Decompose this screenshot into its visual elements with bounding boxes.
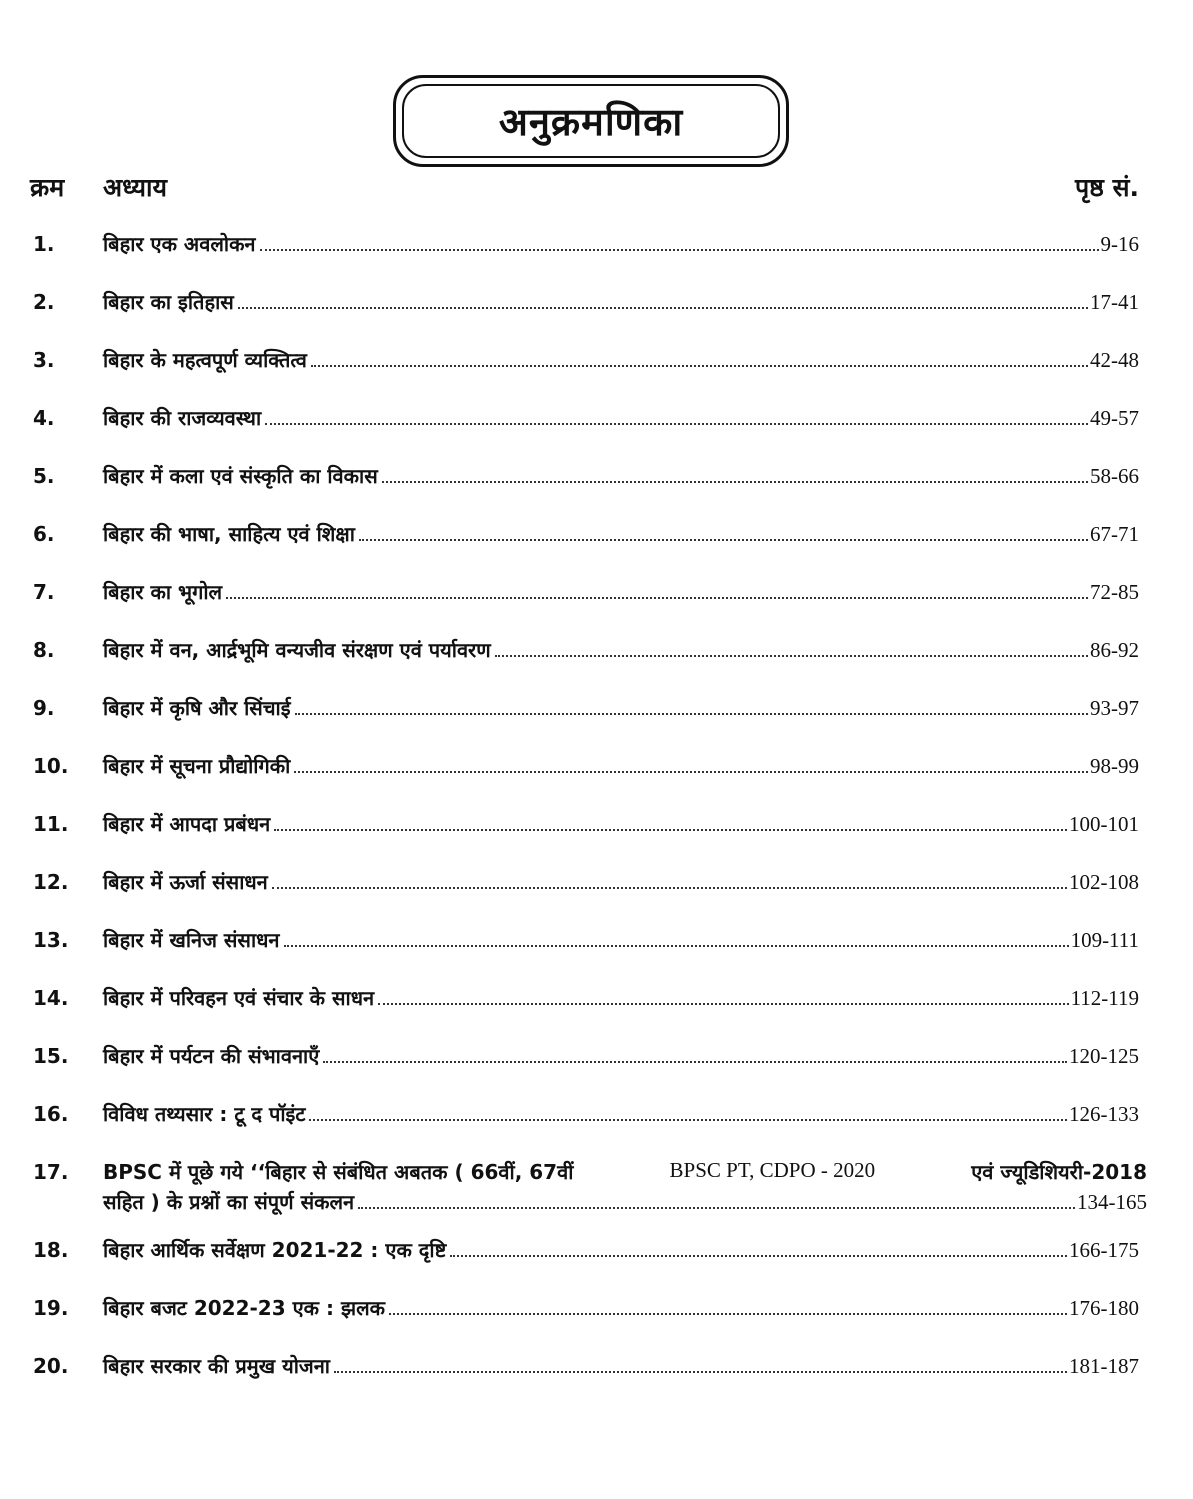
entry-number: 11. [33,812,69,836]
leader-dots [311,364,1088,367]
leader-dots [226,596,1088,599]
entry-pages: 102-108 [1069,870,1139,894]
entry-pages: 72-85 [1090,580,1139,604]
entry-title: बिहार में परिवहन एवं संचार के साधन [103,986,375,1010]
entry-pages: 176-180 [1069,1296,1139,1320]
entry-number: 17. [33,1160,69,1184]
entry-pages: 9-16 [1100,232,1139,256]
entry-number: 12. [33,870,69,894]
entry-title: बिहार के महत्वपूर्ण व्यक्तित्व [103,348,307,372]
entry-number: 1. [33,232,55,256]
leader-dots [260,248,1099,251]
entry-title-part-b: BPSC PT, CDPO - 2020 [669,1158,876,1182]
leader-dots [274,828,1067,831]
entry-title: विविध तथ्यसार : टू द पॉइंट [103,1102,306,1126]
entry-number: 6. [33,522,55,546]
toc-entry[interactable] [0,858,1193,916]
entry-pages: 181-187 [1069,1354,1139,1378]
toc-entry[interactable] [0,1032,1193,1090]
leader-dots [359,538,1088,541]
entry-pages: 120-125 [1069,1044,1139,1068]
toc-entry[interactable] [0,974,1193,1032]
entry-title: बिहार सरकार की प्रमुख योजना [103,1354,330,1378]
toc-entry[interactable] [0,1342,1193,1400]
leader-dots [450,1254,1067,1257]
entry-pages: 166-175 [1069,1238,1139,1262]
toc-entry[interactable] [0,336,1193,394]
entry-title: बिहार का भूगोल [103,580,223,604]
leader-dots [334,1370,1067,1373]
toc-entry[interactable] [0,510,1193,568]
header-chapter: अध्याय [103,173,167,202]
entry-pages: 17-41 [1090,290,1139,314]
toc-entry[interactable] [0,278,1193,336]
leader-dots [382,480,1088,483]
leader-dots [378,1002,1068,1005]
entry-title: बिहार में खनिज संसाधन [103,928,280,952]
entry-pages: 109-111 [1070,928,1139,952]
entry-title: बिहार में सूचना प्रौद्योगिकी [103,754,291,778]
entry-pages: 126-133 [1069,1102,1139,1126]
entry-pages: 86-92 [1090,638,1139,662]
toc-entry[interactable] [0,452,1193,510]
page-title: अनुक्रमणिका [498,100,684,144]
entry-number: 14. [33,986,69,1010]
entry-title: बिहार में आपदा प्रबंधन [103,812,271,836]
leader-dots [265,422,1088,425]
toc-entry[interactable] [0,1226,1193,1284]
toc-entry[interactable] [0,220,1193,278]
toc-list [0,220,1193,1400]
leader-dots [295,712,1088,715]
entry-number: 2. [33,290,55,314]
entry-title: बिहार में पर्यटन की संभावनाएँ [103,1044,320,1068]
toc-entry[interactable] [0,1284,1193,1342]
entry-title: बिहार में वन, आर्द्रभूमि वन्यजीव संरक्षण एवं पर्यावरण [103,638,491,662]
toc-entry[interactable] [0,568,1193,626]
entry-number: 13. [33,928,69,952]
leader-dots [323,1060,1067,1063]
entry-pages: 100-101 [1069,812,1139,836]
header-serial: क्रम [30,173,65,202]
toc-entry[interactable] [0,1148,1193,1226]
entry-title-line1 [103,1158,1147,1185]
entry-number: 15. [33,1044,69,1068]
entry-title: बिहार आर्थिक सर्वेक्षण 2021-22 : एक दृष्टि [103,1238,447,1262]
entry-pages: 67-71 [1090,522,1139,546]
entry-title-part-a: BPSC में पूछे गये ‘‘बिहार से संबंधित अबतक ( 66वीं, 67वीं [103,1160,574,1184]
entry-number: 10. [33,754,69,778]
leader-dots [389,1312,1067,1315]
entry-title: बिहार का इतिहास [103,290,234,314]
leader-dots [309,1118,1067,1121]
entry-title: बिहार की राजव्यवस्था [103,406,262,430]
leader-dots [284,944,1069,947]
entry-number: 3. [33,348,55,372]
entry-number: 4. [33,406,55,430]
entry-number: 8. [33,638,55,662]
toc-entry[interactable] [0,684,1193,742]
toc-entry[interactable] [0,742,1193,800]
entry-number: 19. [33,1296,69,1320]
entry-number: 18. [33,1238,69,1262]
leader-dots [358,1206,1075,1209]
title-frame [393,75,789,167]
toc-entry[interactable] [0,394,1193,452]
toc-entry[interactable] [0,1090,1193,1148]
entry-pages: 42-48 [1090,348,1139,372]
leader-dots [272,886,1067,889]
entry-number: 7. [33,580,55,604]
entry-pages: 98-99 [1090,754,1139,778]
entry-title: बिहार की भाषा, साहित्य एवं शिक्षा [103,522,355,546]
leader-dots [238,306,1088,309]
entry-number: 20. [33,1354,69,1378]
entry-pages: 112-119 [1070,986,1139,1010]
entry-pages: 49-57 [1090,406,1139,430]
toc-entry[interactable] [0,800,1193,858]
entry-title: बिहार एक अवलोकन [103,232,256,256]
header-page: पृष्ठ सं. [1074,173,1139,202]
title-frame-inner [402,84,780,158]
entry-number: 16. [33,1102,69,1126]
entry-title: बिहार में कला एवं संस्कृति का विकास [103,464,378,488]
toc-entry[interactable] [0,626,1193,684]
entry-pages: 58-66 [1090,464,1139,488]
entry-pages: 93-97 [1090,696,1139,720]
leader-dots [495,654,1088,657]
entry-number: 5. [33,464,55,488]
entry-title-part-c: एवं ज्यूडिशियरी-2018 [971,1160,1147,1184]
entry-title: बिहार में कृषि और सिंचाई [103,696,291,720]
toc-entry[interactable] [0,916,1193,974]
entry-title: बिहार बजट 2022-23 एक : झलक [103,1296,385,1320]
entry-pages: 134-165 [1077,1190,1147,1214]
entry-title-line2: सहित ) के प्रश्नों का संपूर्ण संकलन [103,1190,355,1214]
entry-number: 9. [33,696,55,720]
leader-dots [294,770,1088,773]
entry-title: बिहार में ऊर्जा संसाधन [103,870,268,894]
